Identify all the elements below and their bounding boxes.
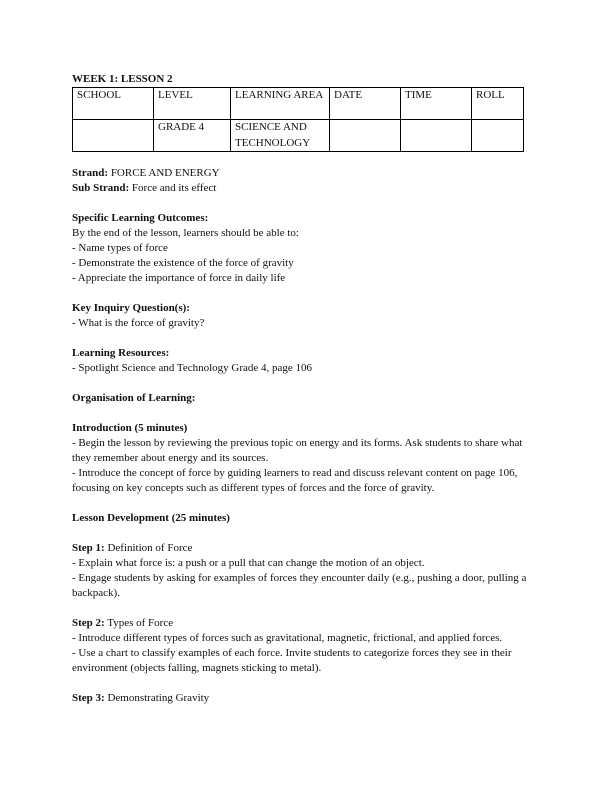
list-item: - Use a chart to classify examples of each force. Invite students to categorize forces they see in their environment (objects falling, magnets sticking to metal). bbox=[72, 647, 512, 674]
inquiry-heading: Key Inquiry Question(s): bbox=[72, 302, 190, 314]
step-label: Step 2: bbox=[72, 617, 105, 629]
strand-label: Strand: bbox=[72, 167, 109, 179]
list-item: - Appreciate the importance of force in daily life bbox=[72, 272, 286, 284]
cell-time bbox=[401, 120, 472, 152]
organisation-heading: Organisation of Learning: bbox=[72, 392, 196, 404]
header-roll: ROLL bbox=[472, 88, 524, 120]
header-school: SCHOOL bbox=[73, 88, 154, 120]
cell-roll bbox=[472, 120, 524, 152]
step-title: Types of Force bbox=[107, 617, 174, 629]
list-item: - Spotlight Science and Technology Grade 4, page 106 bbox=[72, 362, 313, 374]
cell-school bbox=[73, 120, 154, 152]
cell-learning-area: SCIENCE AND TECHNOLOGY bbox=[231, 120, 330, 152]
step-label: Step 1: bbox=[72, 542, 105, 554]
list-item: - Engage students by asking for examples of forces they encounter daily (e.g., pushing a door, pulling a backpack). bbox=[72, 572, 527, 599]
strand-value: FORCE AND ENERGY bbox=[110, 167, 220, 179]
introduction-heading: Introduction (5 minutes) bbox=[72, 422, 188, 434]
sub-strand-label: Sub Strand: bbox=[72, 182, 130, 194]
list-item: - Introduce different types of forces such as gravitational, magnetic, frictional, and applied forces. bbox=[72, 632, 503, 644]
outcomes-heading: Specific Learning Outcomes: bbox=[72, 212, 209, 224]
table-header-row bbox=[73, 88, 524, 120]
document-page bbox=[72, 72, 542, 706]
strand-section bbox=[72, 166, 542, 196]
resources-section bbox=[72, 346, 542, 376]
outcomes-intro: By the end of the lesson, learners should be able to: bbox=[72, 227, 299, 239]
step-title: Demonstrating Gravity bbox=[107, 692, 210, 704]
list-item: - What is the force of gravity? bbox=[72, 317, 205, 329]
list-item: - Explain what force is: a push or a pull that can change the motion of an object. bbox=[72, 557, 425, 569]
cell-date bbox=[330, 120, 401, 152]
step-3 bbox=[72, 691, 542, 706]
step-title: Definition of Force bbox=[107, 542, 193, 554]
header-level: LEVEL bbox=[154, 88, 231, 120]
header-time: TIME bbox=[401, 88, 472, 120]
resources-heading: Learning Resources: bbox=[72, 347, 170, 359]
organisation-section bbox=[72, 391, 542, 406]
list-item: - Demonstrate the existence of the force of gravity bbox=[72, 257, 294, 269]
list-item: - Name types of force bbox=[72, 242, 168, 254]
step-label: Step 3: bbox=[72, 692, 105, 704]
lesson-title: WEEK 1: LESSON 2 bbox=[72, 73, 173, 85]
list-item: - Introduce the concept of force by guiding learners to read and discuss relevant content on page 106, focusing on key concepts such as different types of forces and the force of gravity. bbox=[72, 467, 518, 494]
introduction-section bbox=[72, 421, 542, 496]
step-2 bbox=[72, 616, 542, 676]
header-date: DATE bbox=[330, 88, 401, 120]
cell-level: GRADE 4 bbox=[154, 120, 231, 152]
list-item: - Begin the lesson by reviewing the previous topic on energy and its forms. Ask students to share what they remember about energy and its sources. bbox=[72, 437, 523, 464]
development-heading: Lesson Development (25 minutes) bbox=[72, 512, 230, 524]
table-row bbox=[73, 120, 524, 152]
sub-strand-value: Force and its effect bbox=[131, 182, 217, 194]
development-section bbox=[72, 511, 542, 526]
inquiry-section bbox=[72, 301, 542, 331]
header-learning-area: LEARNING AREA bbox=[231, 88, 330, 120]
step-1 bbox=[72, 541, 542, 601]
lesson-info-table bbox=[72, 87, 524, 152]
outcomes-section bbox=[72, 211, 542, 286]
